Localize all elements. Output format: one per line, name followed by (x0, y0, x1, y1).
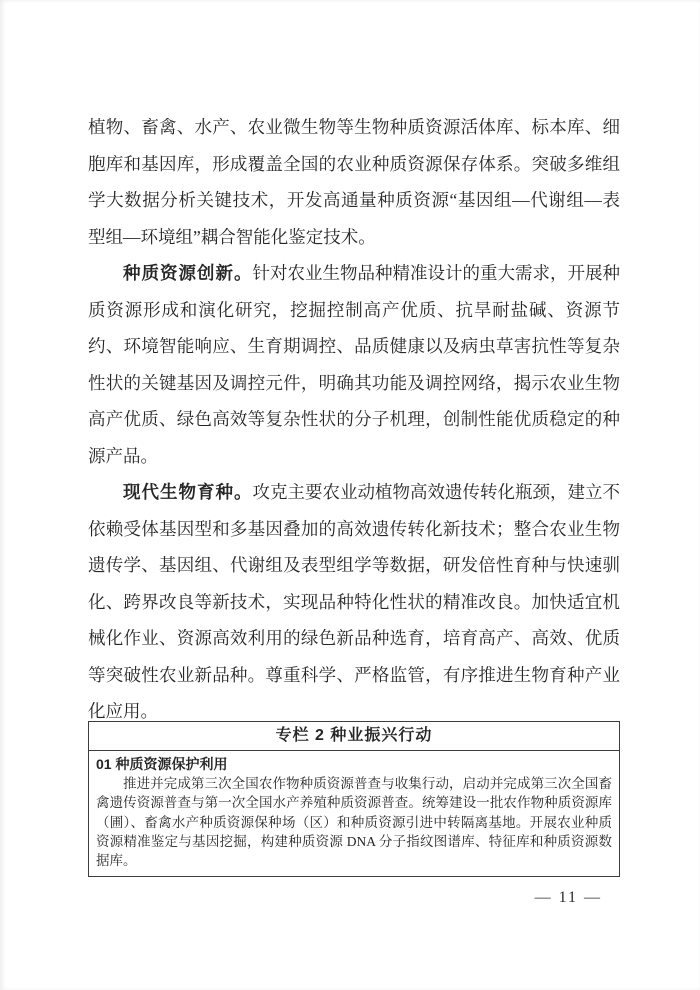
paragraph-continuation (88, 109, 620, 255)
page-number: — 11 — (534, 889, 602, 906)
column-item-text: 推进并完成第三次全国农作物种质资源普查与收集行动，启动并完成第三次全国畜禽遗传资源普查与第一次全国水产养殖种质资源普查。统筹建设一批农作物种质资源库（圃）、畜禽水产种质资源保种场（区）和种质资源引进中转隔离基地。开展农业种质资源精准鉴定与基因挖掘，构建种质资源 DNA 分子指纹图谱库、特征库和种质资源数据库。 (96, 776, 612, 869)
paragraph-germplasm-innovation (88, 255, 620, 474)
paragraph-lead: 现代生物育种。 (123, 482, 253, 502)
paragraph-text: 植物、畜禽、水产、农业微生物等生物种质资源活体库、标本库、细胞库和基因库，形成覆盖全国的农业种质资源保存体系。突破多维组学大数据分析关键技术，开发高通量种质资源“基因组—代谢组—表型组—环境组”耦合智能化鉴定技术。 (88, 117, 620, 247)
column-item-title: 01 种质资源保护利用 (96, 756, 228, 772)
column-box-title: 专栏 2 种业振兴行动 (89, 722, 619, 751)
paragraph-modern-biobreeding (88, 474, 620, 730)
paragraph-lead: 种质资源创新。 (123, 263, 253, 283)
paragraph-text: 攻克主要农业动植物高效遗传转化瓶颈，建立不依赖受体基因型和多基因叠加的高效遗传转化新技术；整合农业生物遗传学、基因组、代谢组及表型组学等数据，研发倍性育种与快速驯化、跨界改良等新技术，实现品种特化性状的精准改良。加快适宜机械化作业、资源高效利用的绿色新品种选育，培育高产、高效、优质等突破性农业新品种。尊重科学、严格监管，有序推进生物育种产业化应用。 (88, 482, 620, 721)
column-box-body (89, 751, 619, 876)
special-column-box (88, 721, 620, 877)
paragraph-text: 针对农业生物品种精准设计的重大需求，开展种质资源形成和演化研究，挖掘控制高产优质、抗旱耐盐碱、资源节约、环境智能响应、生育期调控、品质健康以及病虫草害抗性等复杂性状的关键基因及调控元件，明确其功能及调控网络，揭示农业生物高产优质、绿色高效等复杂性状的分子机理，创制性能优质稳定的种源产品。 (88, 263, 620, 466)
body-text (88, 109, 620, 730)
